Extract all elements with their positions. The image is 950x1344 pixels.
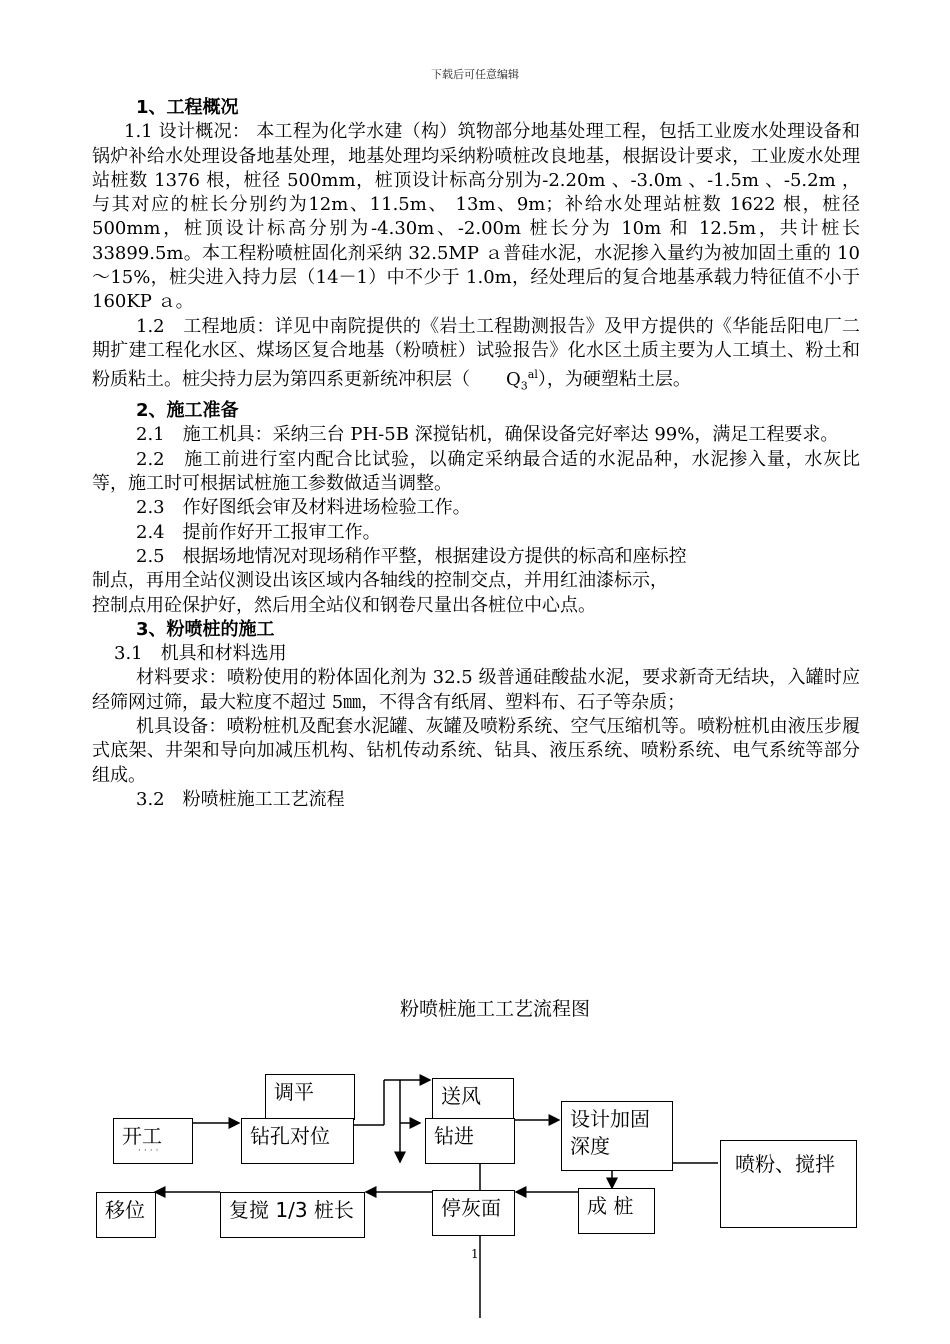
page-number: 1 xyxy=(471,1247,479,1261)
section-1-2-tail: ），为硬塑粘土层。 xyxy=(537,369,691,391)
move-label: 移位 xyxy=(105,1198,145,1222)
page-header: 下载后可任意编辑 xyxy=(431,68,519,81)
section-1-heading: 1、工程概况 xyxy=(136,97,239,118)
level-box xyxy=(265,1074,355,1120)
section-2-5-line-3: 控制点用砼保护好，然后用全站仪和钢卷尺量出各桩位中心点。 xyxy=(92,594,596,616)
section-2-heading: 2、施工准备 xyxy=(136,400,239,422)
section-2-1-paragraph: 2.1 施工机具：采纳三台 PH-5B 深搅钻机，确保设备完好率达 99%，满足工程要求。 xyxy=(136,424,839,446)
drilling-label: 钻进 xyxy=(434,1124,474,1148)
section-3-heading: 3、粉喷桩的施工 xyxy=(136,618,275,640)
quaternary-subscript: 3 xyxy=(520,379,528,393)
move-box xyxy=(96,1192,156,1238)
pile-complete-label: 成 桩 xyxy=(587,1194,634,1218)
design-depth-label: 设计加固深度 xyxy=(570,1107,650,1158)
materials-paragraph: 材料要求：喷粉使用的粉体固化剂为 32.5 级普通硅酸盐水泥，要求新奇无结块，入罐时应经筛网过筛，最大粒度不超过 5㎜，不得含有纸屑、塑料布、石子等杂质； xyxy=(92,667,860,713)
start-box xyxy=(113,1118,193,1164)
section-2-5-line-1: 2.5 根据场地情况对现场稍作平整，根据建设方提供的标高和座标控 xyxy=(136,545,687,567)
remix-label: 复搅 1/3 桩长 xyxy=(229,1198,354,1222)
section-1-2-text: 1.2 工程地质：详见中南院提供的《岩土工程勘测报告》及甲方提供的《华能岳阳电厂二期扩建工程化水区、煤场区复合地基（粉喷桩）试验报告》化水区土质主要为人工填土、粉土和粉质粘土。桩尖持力层为第四系更新统冲积层（ Q xyxy=(92,315,860,391)
design-depth-box xyxy=(561,1101,673,1171)
spray-mix-label: 喷粉、搅拌 xyxy=(735,1152,835,1176)
air-supply-label: 送风 xyxy=(441,1084,481,1108)
alluvial-superscript: al xyxy=(527,368,538,382)
section-2-4-paragraph: 2.4 提前作好开工报审工作。 xyxy=(136,521,381,543)
drill-align-label: 钻孔对位 xyxy=(250,1124,330,1148)
flowchart-title: 粉喷桩施工工艺流程图 xyxy=(399,998,590,1020)
drill-align-box xyxy=(241,1118,354,1164)
section-3-2-subheading: 3.2 粉喷桩施工工艺流程 xyxy=(136,788,345,810)
remix-box xyxy=(220,1192,365,1238)
start-sublabel-dots: ···· xyxy=(138,1146,162,1156)
pile-complete-box xyxy=(578,1188,655,1234)
section-1-1-paragraph: 1.1 设计概况： 本工程为化学水建（构）筑物部分地基处理工程，包括工业废水处理设备和锅炉补给水处理设备地基处理，地基处理均采纳粉喷桩改良地基，根据设计要求，工业废水处理站桩数 1376 根，桩径 500mm，桩顶设计标高分别为-2.20m 、-3.0m 、-1.5m 、-5.2m ， 与其对应的桩长分别约为12m、11.5m、 13m、9m；补给水处理站桩数 1622 根，桩径 500mm，桩顶设计标高分别为-4.30m、-2.00m 桩长分为 10m 和 12.5m，共计桩长 33899.5m。本工程粉喷桩固化剂采纳 32.5MP ａ普硅水泥，水泥掺入量约为被加固土重的 10～15%，桩尖进入持力层（14－1）中不少于 1.0m，经处理后的复合地基承载力特征值不小于 160KP ａ。 xyxy=(92,121,860,313)
air-supply-box xyxy=(432,1078,514,1122)
drilling-box xyxy=(425,1118,515,1164)
section-2-2-paragraph: 2.2 施工前进行室内配合比试验，以确定采纳最合适的水泥品种，水泥掺入量，水灰比等，施工时可根据试桩施工参数做适当调整。 xyxy=(92,448,860,495)
stop-ash-label: 停灰面 xyxy=(441,1196,501,1220)
section-3-1-subheading: 3.1 机具和材料选用 xyxy=(114,643,287,665)
section-2-5-line-2: 制点，再用全站仪测设出该区域内各轴线的控制交点，并用红油漆标示， xyxy=(92,570,668,592)
section-2-3-paragraph: 2.3 作好图纸会审及材料进场检验工作。 xyxy=(136,497,471,519)
start-label: 开工 xyxy=(122,1124,162,1148)
stop-ash-box xyxy=(432,1190,515,1236)
level-label: 调平 xyxy=(274,1080,314,1104)
equipment-paragraph: 机具设备：喷粉桩机及配套水泥罐、灰罐及喷粉系统、空气压缩机等。喷粉桩机由液压步履式底架、井架和导向加减压机构、钻机传动系统、钻具、液压系统、喷粉系统、电气系统等部分组成。 xyxy=(92,716,860,786)
spray-mix-box xyxy=(720,1140,857,1228)
